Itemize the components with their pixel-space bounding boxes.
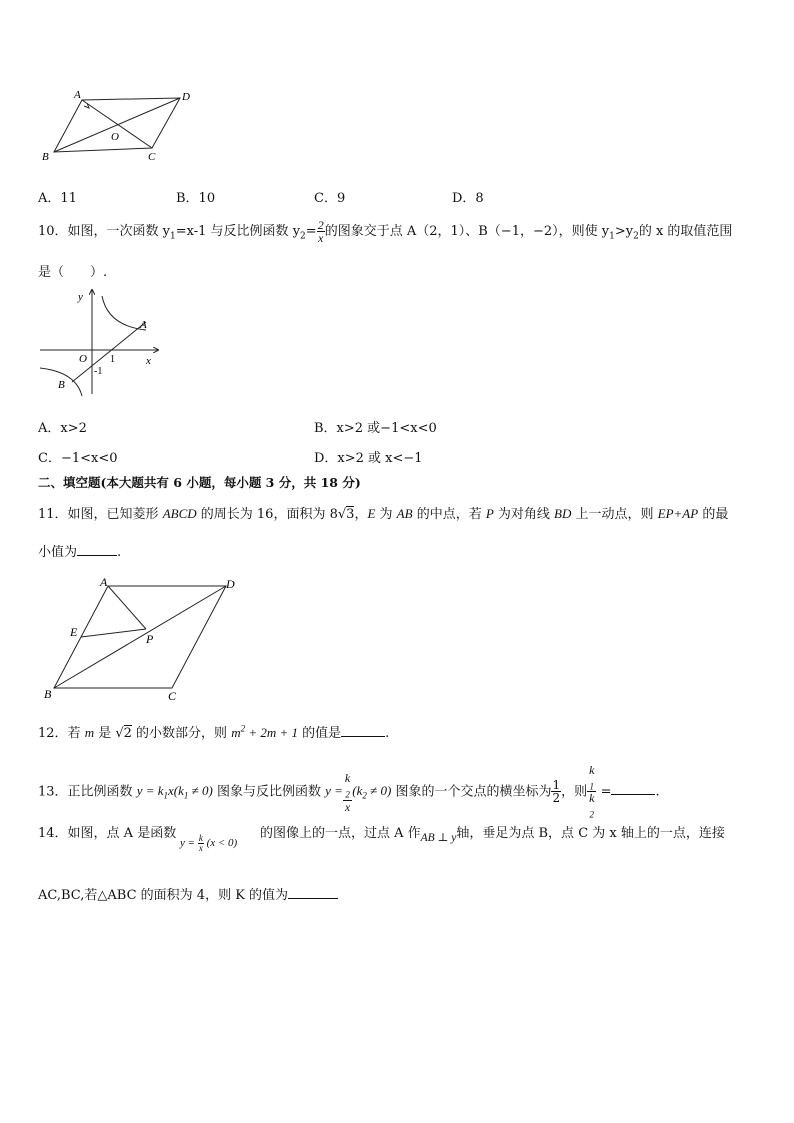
q11-label-a: A (100, 575, 108, 589)
q9-figure (36, 88, 206, 168)
q11-label-b: B (44, 687, 52, 701)
q14-stem-cont (260, 822, 725, 844)
q10-option-b: B．x>2 或−1<x<0 (314, 421, 437, 436)
q11-stem (38, 503, 728, 522)
q10-label-a: A (140, 319, 147, 331)
q9-option-b: B．10 (176, 191, 216, 206)
q10-sub3: 1 (609, 231, 615, 242)
q10-text-a: 如图，一次函数 y (67, 224, 171, 239)
q13-answer-blank[interactable] (611, 782, 655, 795)
q12-end: . (385, 726, 390, 741)
q14-perp: AB ⊥ y (420, 832, 457, 844)
q11-sqrt: √3 (337, 507, 355, 522)
q11-text-2: 的周长为 16，面积为 8 (196, 507, 338, 522)
q13-half: $\frac{1}{2}$ (552, 778, 561, 806)
q9-label-a: A (74, 89, 81, 101)
q11-figure (38, 574, 248, 704)
q9-label-c: C (148, 151, 156, 163)
q12-text-3: 的小数部分，则 (131, 726, 232, 741)
q10-label-o: O (79, 353, 87, 365)
q10-text-f: 的 x 的取值范围 (638, 224, 733, 239)
q13-number: 13． (38, 784, 68, 800)
q11-segment-ap (108, 586, 146, 629)
q10-option-a: A．x>2 (38, 421, 87, 436)
q13-ratio: k $_1$ k $_2$ (589, 763, 595, 820)
q13-func-2: y = k $_2$ x $(k_2 \ne 0)$ (325, 771, 392, 814)
q14-function: y = $\frac{k}{x}$ (x < 0) (180, 833, 238, 853)
q10-fraction: $\frac{2}{x}$ (317, 218, 324, 245)
q11-segment-ep (81, 629, 146, 637)
q11-text-6: 为对角线 (493, 507, 555, 522)
q10-label-1: 1 (110, 354, 115, 365)
q13-end: . (655, 784, 660, 800)
q11-label-e: E (70, 625, 78, 639)
q13-text-3: 图象的一个交点的横坐标为 (391, 784, 552, 800)
q9-label-o: O (111, 131, 119, 143)
q11-answer-blank[interactable] (77, 543, 117, 556)
q10-label-y: y (78, 291, 83, 303)
q10-line (72, 322, 146, 382)
q10-number: 10． (38, 224, 68, 239)
q11-text-8: 的最 (698, 507, 729, 522)
section-2-heading: 二、填空题(本大题共有 6 小题，每小题 3 分，共 18 分) (38, 475, 361, 490)
q10-text-d: 的图象交于点 A（2，1）、B（−1，−2），则使 y (324, 224, 610, 239)
q14-answer-blank[interactable] (288, 886, 338, 899)
q9-label-b: B (42, 151, 49, 163)
q10-text-c: = (305, 224, 317, 239)
q13-text-1: 正比例函数 (67, 784, 137, 800)
q12-expression: $m^2 + 2m + 1$ (231, 723, 299, 740)
q12-text-4: 的值是 (298, 726, 342, 741)
q10-sub1: 1 (170, 231, 176, 242)
q9-option-d: D．8 (452, 191, 484, 206)
q10-sub2: 2 (300, 231, 306, 242)
q11-line2 (38, 541, 121, 560)
q9-diagonal-bd (54, 98, 180, 152)
q14-stem (38, 822, 176, 841)
q10-text-e: >y (614, 224, 634, 239)
q10-sub4: 2 (633, 231, 639, 242)
q10-text-b: =x-1 与反比例函数 y (175, 224, 301, 239)
q11-abcd: ABCD (162, 506, 197, 521)
q12-sqrt: √2 (115, 726, 132, 741)
q11-line2-end: . (117, 545, 122, 560)
q13-text-4: ，则 (561, 784, 588, 800)
q13-text-2: 图象与反比例函数 (212, 784, 326, 800)
q14-line2 (38, 884, 338, 903)
q13-func-1: $y = k_1x(k_1 \ne 0)$ (136, 783, 213, 801)
q10-stem (38, 218, 732, 251)
q11-label-c: C (168, 689, 177, 703)
q12-text-1: 若 (67, 726, 85, 741)
q9-label-d: D (182, 91, 190, 103)
q10-graph (36, 286, 166, 398)
q9-option-a: A．11 (38, 191, 77, 206)
q14-line2-text: AC,BC,若△ABC 的面积为 4，则 K 的值为 (38, 888, 289, 903)
q10-label-x: x (146, 355, 151, 367)
q11-label-d: D (226, 577, 235, 591)
q14-text-3: 轴，垂足为点 B，点 C 为 x 轴上的一点，连接 (456, 826, 725, 841)
q9-option-c: C．9 (314, 191, 346, 206)
q11-bd: BD (554, 506, 572, 521)
q14-text-1: 如图，点 A 是函数 (67, 826, 177, 841)
q13-stem (38, 764, 660, 820)
q11-text-4: 为 (375, 507, 397, 522)
q11-p: P (485, 506, 494, 521)
q12-stem (38, 722, 389, 741)
q11-text-7: 上一动点，则 (571, 507, 658, 522)
q11-text-5: 的中点，若 (412, 507, 486, 522)
q10-label-b: B (58, 379, 65, 391)
q12-number: 12． (38, 726, 68, 741)
q13-eq: = (596, 784, 612, 800)
q12-answer-blank[interactable] (341, 724, 385, 737)
q14-text-2: 的图像上的一点，过点 A 作 (260, 826, 421, 841)
q11-ab: AB (396, 506, 413, 521)
q11-label-p: P (146, 632, 154, 646)
q11-text-1: 如图，已知菱形 (67, 507, 163, 522)
q11-e: E (367, 506, 376, 521)
q11-text-3: ， (354, 507, 368, 522)
q10-option-c: C．−1<x<0 (38, 451, 118, 466)
q10-line2: 是（ ）. (38, 265, 108, 280)
q14-number: 14． (38, 826, 68, 841)
q11-ep-ap: EP+AP (657, 506, 699, 521)
q10-label-neg1: -1 (94, 366, 103, 377)
q11-diagonal-bd (54, 586, 226, 688)
q12-m: m (84, 725, 95, 740)
q12-text-2: 是 (94, 726, 116, 741)
q11-number: 11． (38, 507, 68, 522)
q11-line2-text: 小值为 (38, 545, 78, 560)
q10-option-d: D．x>2 或 x<−1 (314, 451, 423, 466)
